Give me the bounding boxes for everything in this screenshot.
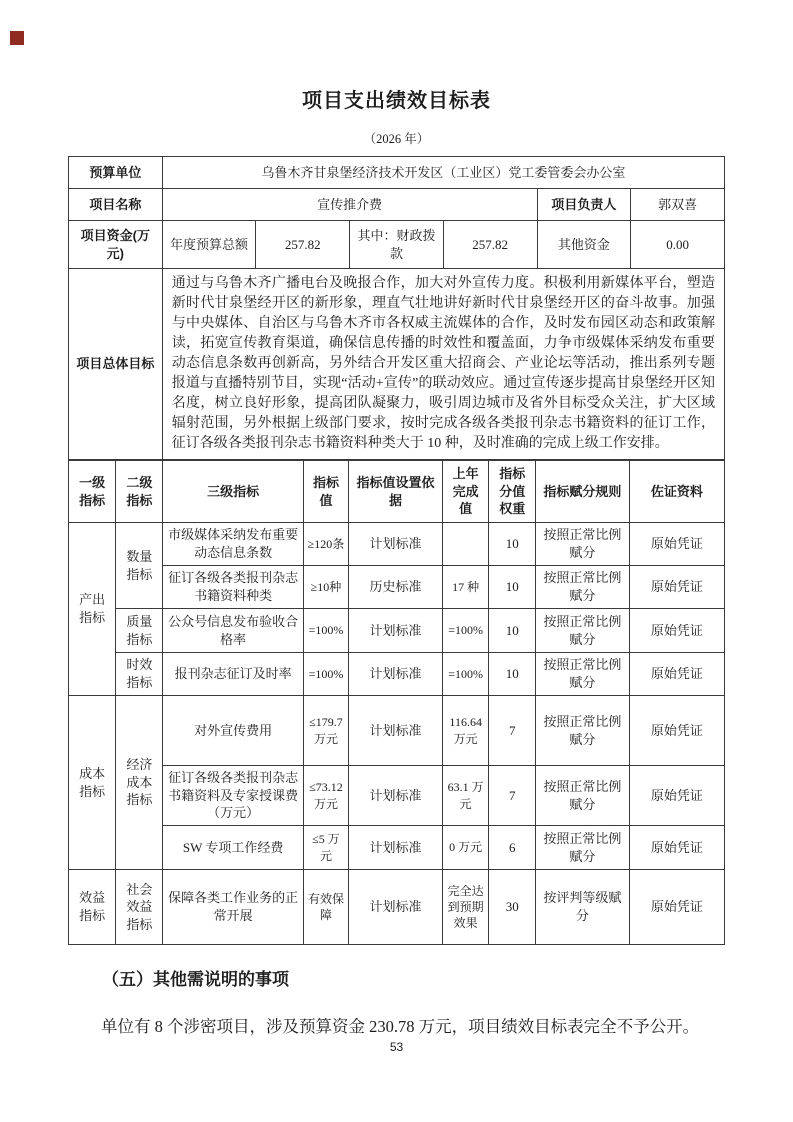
indicator-header-row <box>69 461 725 523</box>
level1-output: 产出指标 <box>69 523 116 696</box>
indicator-value: ≤5 万元 <box>303 826 348 870</box>
indicator-last-year <box>442 523 489 566</box>
indicator-row <box>69 523 725 566</box>
indicator-name: 公众号信息发布验收合格率 <box>163 609 303 653</box>
indicator-value: =100% <box>303 609 348 653</box>
indicator-rule: 按照正常比例赋分 <box>536 609 630 653</box>
indicator-evidence: 原始凭证 <box>629 523 724 566</box>
indicator-rule: 按评判等级赋分 <box>536 870 630 945</box>
level1-benefit: 效益指标 <box>69 870 116 945</box>
page-subtitle: （2026 年） <box>363 132 430 146</box>
indicator-last-year: 63.1 万元 <box>442 766 489 826</box>
level2-timeliness: 时效指标 <box>116 653 163 696</box>
indicator-evidence: 原始凭证 <box>629 566 724 609</box>
level2-quantity: 数量指标 <box>116 523 163 609</box>
indicator-weight: 7 <box>489 696 536 766</box>
indicator-evidence: 原始凭证 <box>629 826 724 870</box>
indicator-basis: 计划标准 <box>349 696 443 766</box>
indicator-name: 对外宣传费用 <box>163 696 303 766</box>
indicator-row <box>69 566 725 609</box>
budget-unit-row <box>69 157 725 189</box>
indicator-value: =100% <box>303 653 348 696</box>
fiscal-allocation-value: 257.82 <box>443 221 537 269</box>
project-name-label: 项目名称 <box>69 189 163 221</box>
header-basis: 指标值设置依据 <box>349 461 443 523</box>
indicator-last-year: =100% <box>442 653 489 696</box>
indicator-evidence: 原始凭证 <box>629 696 724 766</box>
budget-unit-value: 乌鲁木齐甘泉堡经济技术开发区（工业区）党工委管委会办公室 <box>162 157 724 189</box>
footer-paragraph: 单位有 8 个涉密项目，涉及预算资金 230.78 万元，项目绩效目标表完全不予公开。 <box>101 1017 700 1036</box>
indicator-name: 报刊杂志征订及时率 <box>163 653 303 696</box>
indicator-evidence: 原始凭证 <box>629 609 724 653</box>
indicator-row <box>69 696 725 766</box>
fiscal-allocation-label: 其中：财政拨款 <box>350 221 444 269</box>
project-lead-value: 郭双喜 <box>631 189 725 221</box>
budget-unit-label: 预算单位 <box>69 157 163 189</box>
project-fund-row <box>69 221 725 269</box>
annual-budget-label: 年度预算总额 <box>162 221 256 269</box>
overall-goal-text: 通过与乌鲁木齐广播电台及晚报合作，加大对外宣传力度。积极利用新媒体平台，塑造新时代甘泉堡经开区的新形象，理直气壮地讲好新时代甘泉堡经开区的奋斗故事。加强与中央媒体、自治区与乌鲁木齐市各权威主流媒体的合作，及时发布园区动态和政策解读，拓宽宣传教育渠道，确保信息传播的时效性和覆盖面，力争市级媒体采纳发布重要动态信息条数再创新高，另外结合开发区重大招商会、产业论坛等活动，推出系列专题报道与直播特别节目，实现“活动+宣传”的联动效应。通过宣传逐步提高甘泉堡经开区知名度，树立良好形象，提高团队凝聚力，吸引周边城市及省外目标受众关注，扩大区域辐射范围，另外根据上级部门要求，按时完成各级各类报刊杂志书籍资料的征订工作，征订各级各类报刊杂志书籍资料种类大于 10 种，及时准确的完成上级工作安排。 <box>162 269 724 460</box>
project-name-row <box>69 189 725 221</box>
indicator-evidence: 原始凭证 <box>629 653 724 696</box>
indicator-rule: 按照正常比例赋分 <box>536 826 630 870</box>
indicator-rule: 按照正常比例赋分 <box>536 523 630 566</box>
indicator-last-year: 17 种 <box>442 566 489 609</box>
indicator-rule: 按照正常比例赋分 <box>536 566 630 609</box>
indicator-basis: 计划标准 <box>349 766 443 826</box>
overall-goal-label: 项目总体目标 <box>69 269 163 460</box>
indicator-basis: 计划标准 <box>349 523 443 566</box>
indicator-weight: 7 <box>489 766 536 826</box>
level2-quality: 质量指标 <box>116 609 163 653</box>
indicator-row <box>69 870 725 945</box>
indicator-basis: 历史标准 <box>349 566 443 609</box>
header-evidence: 佐证资料 <box>629 461 724 523</box>
indicator-name: 保障各类工作业务的正常开展 <box>163 870 303 945</box>
indicator-last-year: =100% <box>442 609 489 653</box>
indicator-basis: 计划标准 <box>349 609 443 653</box>
indicator-name: SW 专项工作经费 <box>163 826 303 870</box>
indicator-last-year: 116.64 万元 <box>442 696 489 766</box>
indicator-weight: 6 <box>489 826 536 870</box>
footer-section-heading: （五）其他需说明的事项 <box>102 970 289 989</box>
level1-cost: 成本指标 <box>69 696 116 870</box>
project-fund-label: 项目资金(万元) <box>69 221 163 269</box>
indicator-last-year: 0 万元 <box>442 826 489 870</box>
indicator-rule: 按照正常比例赋分 <box>536 766 630 826</box>
indicator-value: ≤179.7 万元 <box>303 696 348 766</box>
project-name-value: 宣传推介费 <box>162 189 537 221</box>
header-last-year: 上年完成值 <box>442 461 489 523</box>
indicator-row <box>69 609 725 653</box>
indicator-row <box>69 766 725 826</box>
header-level1: 一级指标 <box>69 461 116 523</box>
level2-social: 社会效益指标 <box>116 870 163 945</box>
indicator-value: ≤73.12 万元 <box>303 766 348 826</box>
indicator-value: 有效保障 <box>303 870 348 945</box>
level2-economic: 经济成本指标 <box>116 696 163 870</box>
indicator-weight: 10 <box>489 523 536 566</box>
indicator-basis: 计划标准 <box>349 826 443 870</box>
other-fund-value: 0.00 <box>631 221 725 269</box>
header-value: 指标值 <box>303 461 348 523</box>
indicator-value: ≥120条 <box>303 523 348 566</box>
red-marker-icon <box>10 31 24 45</box>
indicator-weight: 10 <box>489 566 536 609</box>
indicator-last-year: 完全达到预期效果 <box>442 870 489 945</box>
page-title: 项目支出绩效目标表 <box>302 90 491 112</box>
page-number: 53 <box>389 1040 404 1054</box>
other-fund-label: 其他资金 <box>537 221 631 269</box>
header-weight: 指标分值权重 <box>489 461 536 523</box>
indicator-name: 征订各级各类报刊杂志书籍资料种类 <box>163 566 303 609</box>
indicator-name: 征订各级各类报刊杂志书籍资料及专家授课费（万元） <box>163 766 303 826</box>
project-info-table <box>68 156 725 460</box>
header-level3: 三级指标 <box>163 461 303 523</box>
overall-goal-row <box>69 269 725 460</box>
header-rule: 指标赋分规则 <box>536 461 630 523</box>
header-level2: 二级指标 <box>116 461 163 523</box>
project-lead-label: 项目负责人 <box>537 189 631 221</box>
indicator-evidence: 原始凭证 <box>629 870 724 945</box>
annual-budget-value: 257.82 <box>256 221 350 269</box>
document-content <box>68 0 725 1050</box>
indicator-rule: 按照正常比例赋分 <box>536 696 630 766</box>
indicator-row <box>69 653 725 696</box>
indicator-evidence: 原始凭证 <box>629 766 724 826</box>
indicator-weight: 10 <box>489 609 536 653</box>
indicator-rule: 按照正常比例赋分 <box>536 653 630 696</box>
indicator-weight: 10 <box>489 653 536 696</box>
indicator-name: 市级媒体采纳发布重要动态信息条数 <box>163 523 303 566</box>
indicator-basis: 计划标准 <box>349 653 443 696</box>
indicator-table <box>68 460 725 945</box>
indicator-weight: 30 <box>489 870 536 945</box>
indicator-value: ≥10种 <box>303 566 348 609</box>
indicator-basis: 计划标准 <box>349 870 443 945</box>
indicator-row <box>69 826 725 870</box>
